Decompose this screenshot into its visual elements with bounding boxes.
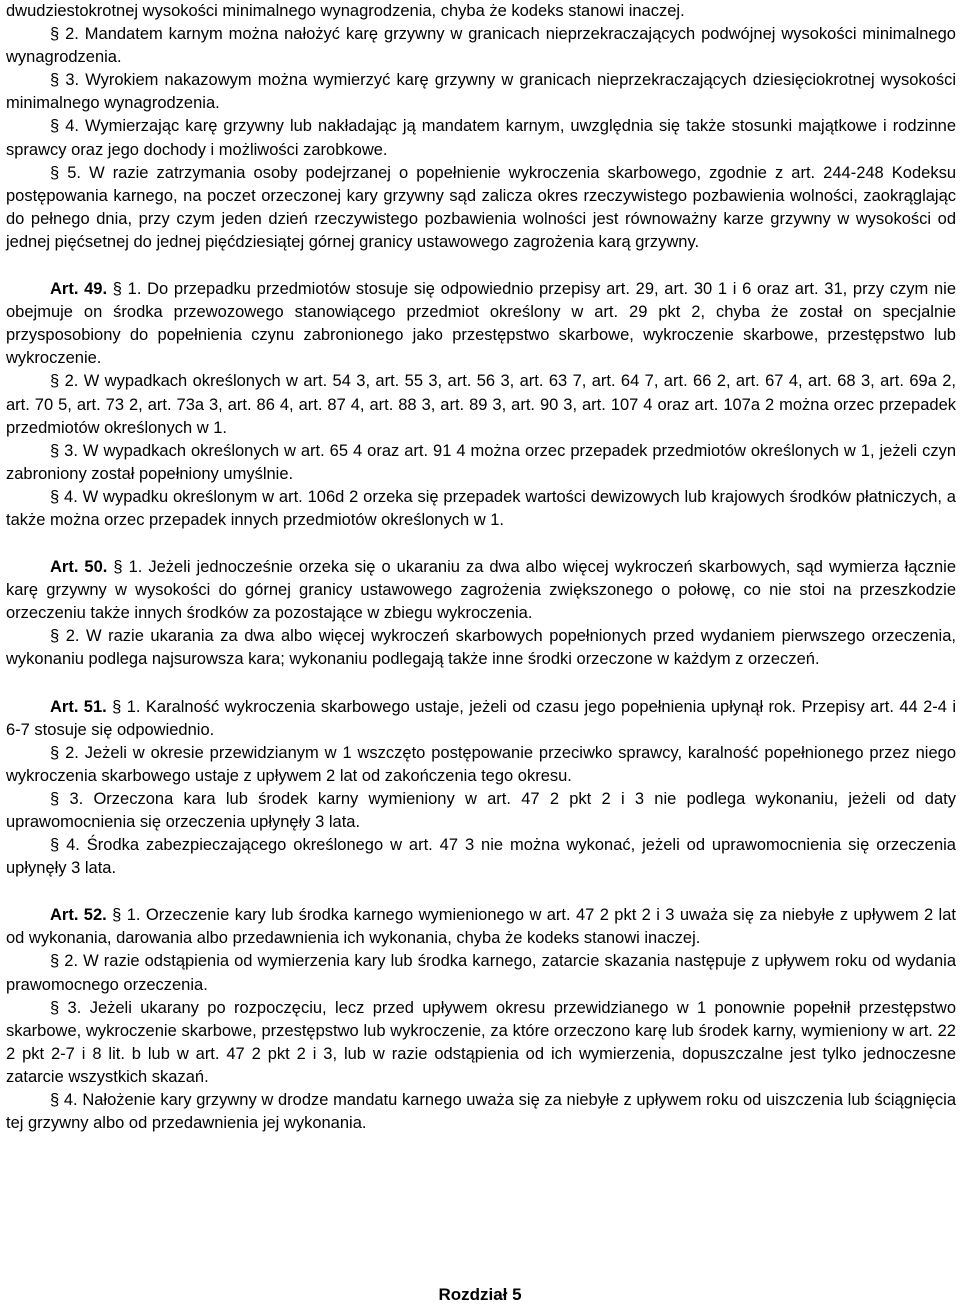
section-number: 3.	[69, 789, 84, 808]
section-number: 1.	[126, 906, 141, 925]
section-mark: §	[50, 952, 65, 971]
section-number: 4.	[66, 836, 80, 855]
paragraph-gap	[6, 532, 956, 556]
article-number: Art. 51.	[50, 697, 107, 716]
section-mark: §	[50, 441, 65, 460]
paragraph	[6, 997, 956, 1089]
section-number: 1.	[127, 280, 142, 299]
section-mark: §	[50, 998, 68, 1017]
paragraph-text: Orzeczona kara lub środek karny wymieniony w art. 47 2 pkt 2 i 3 nie podlega wykonaniu, jeżeli od daty uprawomocnienia się orzeczenia upłynęły 3 lata.	[6, 789, 956, 831]
article-number: Art. 49.	[50, 280, 108, 299]
paragraph-text: Jeżeli ukarany po rozpoczęciu, lecz przed upływem okresu przewidzianego w 1 ponownie popełnił przestępstwo skarbowe, wykroczenie skarbowe, przestępstwo lub wykroczenie, za które orzeczono karę lub środek karny, wymieniony w art. 22 2 pkt 2-7 i 8 lit. b lub w art. 47 2 pkt 2 i 3, lub w razie odstąpienia od ich wymierzenia, dopuszczalne jest tylko jednoczesne zatarcie wszystkich skazań.	[6, 998, 957, 1086]
section-mark: §	[50, 163, 68, 182]
article-paragraph	[6, 904, 956, 950]
chapter-heading: Rozdział 5	[438, 1285, 522, 1304]
section-mark: §	[113, 558, 129, 577]
paragraph	[6, 834, 956, 880]
article-paragraph	[6, 696, 956, 742]
section-number: 1.	[128, 558, 143, 577]
section-mark: §	[112, 697, 127, 716]
section-number: 4.	[65, 117, 79, 136]
paragraph	[6, 23, 956, 69]
paragraph-gap	[6, 254, 956, 278]
section-mark: §	[50, 372, 65, 391]
paragraph	[6, 69, 956, 115]
article-number: Art. 52.	[50, 906, 107, 925]
paragraph-text: W razie zatrzymania osoby podejrzanej o popełnienie wykroczenia skarbowego, zgodnie z art. 244-248 Kodeksu postępowania karnego, na poczet orzeczonej kary grzywny sąd zalicza okres rzeczywistego pozbawienia wolności, zaokrąglając do pełnego dnia, przy czym jeden dzień rzeczywistego pozbawienia wolności jest równoważny karze grzywny w wysokości od jednej pięćsetnej do jednej pięćdziesiątej górnej granicy ustawowego zagrożenia karą grzywny.	[6, 163, 956, 251]
section-mark: §	[50, 789, 70, 808]
paragraph	[6, 625, 956, 671]
paragraph-text: W razie ukarania za dwa albo więcej wykroczeń skarbowych popełnionych przed wydaniem pierwszego orzeczenia, wykonaniu podlega najsurowsza kara; wykonaniu podlegają także inne środki orzeczone w każdym z orzeczeń.	[6, 627, 956, 669]
section-mark: §	[50, 743, 66, 762]
section-number: 5.	[67, 163, 81, 182]
paragraph-text: W razie odstąpienia od wymierzenia kary lub środka karnego, zatarcie skazania następuje z upływem roku od wydania prawomocnego orzeczenia.	[6, 952, 956, 994]
paragraph-text: Jeżeli jednocześnie orzeka się o ukaraniu za dwa albo więcej wykroczeń skarbowych, sąd wymierza łącznie karę grzywny w wysokości do górnej granicy ustawowego zagrożenia zwiększonego o połowę, co nie stoi na przeszkodzie orzeczeniu także innych środków za pozostające w zbiegu wykroczenia.	[6, 558, 956, 623]
paragraph-text: Środka zabezpieczającego określonego w art. 47 3 nie można wykonać, jeżeli od uprawomocnienia się orzeczenia upłynęły 3 lata.	[6, 836, 956, 878]
paragraph	[6, 742, 956, 788]
section-mark: §	[50, 836, 67, 855]
paragraph-text: Jeżeli w okresie przewidzianym w 1 wszczęto postępowanie przeciwko sprawcy, karalność popełnionego przez niego wykroczenia skarbowego ustaje z upływem 2 lat od zakończenia tego okresu.	[6, 743, 956, 785]
section-mark: §	[112, 280, 128, 299]
paragraph	[6, 162, 956, 254]
paragraph-text: W wypadkach określonych w art. 54 3, art. 55 3, art. 56 3, art. 63 7, art. 64 7, art. 66 2, art. 67 4, art. 68 3, art. 69a 2, art. 70 5, art. 73 2, art. 73a 3, art. 86 4, art. 87 4, art. 88 3, art. 89 3, art. 90 3, art. 107 4 oraz art. 107a 2 można orzec przepadek przedmiotów określonych w 1.	[6, 372, 956, 437]
paragraph-text: dwudziestokrotnej wysokości minimalnego wynagrodzenia, chyba że kodeks stanowi inaczej.	[6, 2, 685, 20]
paragraph-text: Karalność wykroczenia skarbowego ustaje, jeżeli od czasu jego popełnienia upłynął rok. Przepisy art. 44 2-4 i 6-7 stosuje się odpowiednio.	[6, 697, 956, 739]
paragraph-text: Wyrokiem nakazowym można wymierzyć karę grzywny w granicach nieprzekraczających dziesięciokrotnej wysokości minimalnego wynagrodzenia.	[6, 71, 956, 113]
article-paragraph	[6, 278, 956, 370]
section-number: 4.	[64, 487, 78, 506]
section-number: 2.	[65, 627, 80, 646]
paragraph	[6, 370, 956, 439]
section-mark: §	[50, 487, 65, 506]
section-mark: §	[50, 25, 66, 44]
section-mark: §	[50, 1091, 64, 1110]
section-mark: §	[112, 906, 127, 925]
paragraph	[6, 486, 956, 532]
section-number: 2.	[64, 372, 79, 391]
section-number: 3.	[65, 71, 80, 90]
paragraph-text: Nałożenie kary grzywny w drodze mandatu karnego uważa się za niebyłe z upływem roku od uiszczenia lub ściągnięcia tej grzywny albo od przedawnienia jej wykonania.	[6, 1091, 957, 1133]
paragraph	[6, 440, 956, 486]
paragraph-text: Wymierzając karę grzywny lub nakładając ją mandatem karnym, uwzględnia się także stosunki majątkowe i rodzinne sprawcy oraz jego dochody i możliwości zarobkowe.	[6, 117, 956, 159]
paragraph	[6, 950, 956, 996]
paragraph-text: Orzeczenie kary lub środka karnego wymienionego w art. 47 2 pkt 2 i 3 uważa się za niebyłe z upływem 2 lat od wykonania, darowania albo przedawnienia ich wykonania, chyba że kodeks stanowi inaczej.	[6, 906, 956, 948]
paragraph	[6, 788, 956, 834]
paragraph-text: W wypadku określonym w art. 106d 2 orzeka się przepadek wartości dewizowych lub krajowych środków płatniczych, a także można orzec przepadek innych przedmiotów określonych w 1.	[6, 487, 956, 529]
section-number: 2.	[65, 743, 79, 762]
paragraph-text: W wypadkach określonych w art. 65 4 oraz art. 91 4 można orzec przepadek przedmiotów określonych w 1, jeżeli czyn zabroniony został popełniony umyślnie.	[6, 441, 956, 483]
section-number: 3.	[67, 998, 82, 1017]
paragraph	[6, 115, 956, 161]
paragraph-gap	[6, 880, 956, 904]
section-number: 3.	[64, 441, 78, 460]
document-body	[6, 0, 956, 1135]
section-number: 2.	[64, 952, 79, 971]
paragraph-gap	[6, 672, 956, 696]
section-number: 2.	[65, 25, 79, 44]
section-mark: §	[50, 71, 66, 90]
paragraph-text: Do przepadku przedmiotów stosuje się odpowiednio przepisy art. 29, art. 30 1 i 6 oraz art. 31, przy czym nie obejmuje on środka przewozowego stanowiącego przedmiot określony w art. 29 pkt 2, chyba że został on specjalnie przysposobiony do popełnienia czynu zabronionego jako przestępstwo skarbowe, wykroczenie skarbowe, przestępstwo lub wykroczenie.	[6, 280, 957, 368]
article-number: Art. 50.	[50, 558, 108, 577]
paragraph	[6, 0, 956, 23]
section-number: 1.	[126, 697, 141, 716]
section-mark: §	[50, 117, 66, 136]
section-number: 4.	[63, 1091, 78, 1110]
paragraph	[6, 1089, 956, 1135]
section-mark: §	[50, 627, 66, 646]
article-paragraph	[6, 556, 956, 625]
paragraph-text: Mandatem karnym można nałożyć karę grzywny w granicach nieprzekraczających podwójnej wysokości minimalnego wynagrodzenia.	[6, 25, 956, 67]
